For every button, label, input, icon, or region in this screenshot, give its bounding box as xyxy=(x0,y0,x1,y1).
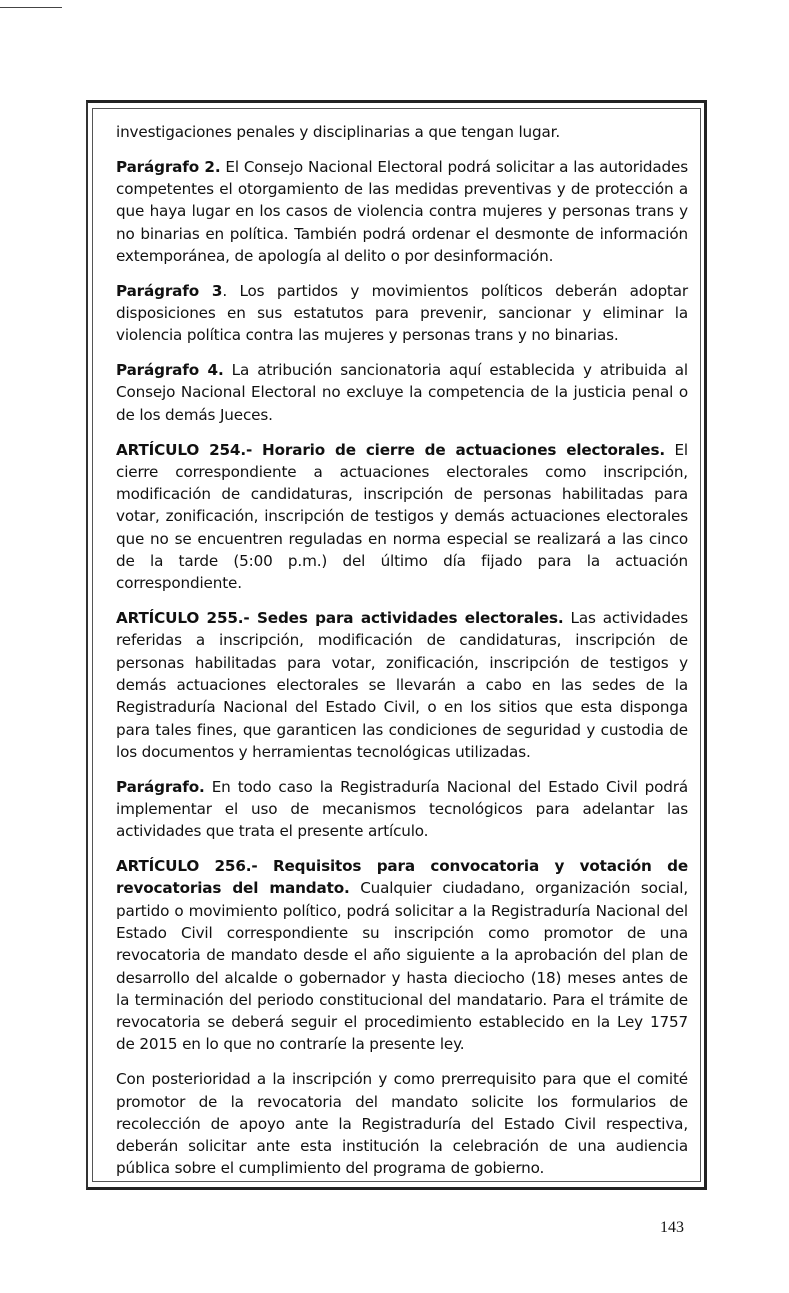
paragraph-continuation: investigaciones penales y disciplinarias a que tengan lugar. xyxy=(116,123,561,141)
page-number: 143 xyxy=(660,1219,684,1236)
paragraph-paragrafo-3: Parágrafo 3. Los partidos y movimientos políticos deberán adoptar disposiciones en sus estatutos para prevenir, sancionar y eliminar la violencia política contra las mujeres y personas trans y no binarias. xyxy=(116,281,688,345)
article-255: ARTÍCULO 255.- Sedes para actividades electorales. Las actividades referidas a inscripción, modificación de candidaturas, inscripción de personas habilitadas para votar, zonificación, inscripción de testigos y demás actuaciones electorales se llevarán a cabo en las sedes de la Registraduría Nacional del Estado Civil, o en los sitios que esta disponga para tales fines, que garanticen las condiciones de seguridad y custodia de los documentos y herramientas tecnológicas utilizadas. xyxy=(116,609,688,761)
paragraph-paragrafo-2: Parágrafo 2. El Consejo Nacional Electoral podrá solicitar a las autoridades competentes el otorgamiento de las medidas preventivas y de protección a que haya lugar en los casos de violencia contra mujeres y personas trans y no binarias en política. También podrá ordenar el desmonte de información extemporánea, de apología al delito o por desinformación. xyxy=(116,157,688,265)
paragraph-lead: Parágrafo 3 xyxy=(116,281,223,300)
paragraph-paragrafo-4: Parágrafo 4. La atribución sancionatoria aquí establecida y atribuida al Consejo Nacional Electoral no excluye la competencia de la justicia penal o de los demás Jueces. xyxy=(116,361,689,424)
article-heading: ARTÍCULO 256.- Requisitos para convocatoria y votación de revocatorias del mandato. xyxy=(116,857,688,898)
article-heading: ARTÍCULO 254.- Horario de cierre de actuaciones electorales. xyxy=(116,440,665,459)
paragraph-lead: Parágrafo. xyxy=(116,777,205,796)
paragraph-audiencia: Con posterioridad a la inscripción y como prerrequisito para que el comité promotor de la revocatoria del mandato solicite los formularios de recolección de apoyo ante la Registraduría del Estado Civil respectiva, deberán solicitar ante esta institución la celebración de una audiencia pública sobre el cumplimiento del programa de gobierno. xyxy=(116,1070,688,1178)
article-256: ARTÍCULO 256.- Requisitos para convocatoria y votación de revocatorias del mandato. Cualquier ciudadano, organización social, partido o movimiento político, podrá solicitar a la Registraduría Nacional del Estado Civil correspondiente su inscripción como promotor de una revocatoria de mandato desde el año siguiente a la aprobación del plan de desarrollo del alcalde o gobernador y hasta dieciocho (18) meses antes de la terminación del periodo constitucional del mandatario. Para el trámite de revocatoria se deberá seguir el procedimiento establecido en la Ley 1757 de 2015 en lo que no contraríe la presente ley. xyxy=(116,857,688,1054)
article-heading: ARTÍCULO 255.- Sedes para actividades electorales. xyxy=(116,609,564,628)
paragraph-lead: Parágrafo 2. xyxy=(116,157,221,176)
document-body xyxy=(116,121,688,1192)
article-254: ARTÍCULO 254.- Horario de cierre de actuaciones electorales. El cierre correspondiente a actuaciones electorales como inscripción, modificación de candidaturas, inscripción de personas habilitadas para votar, zonificación, inscripción de testigos y demás actuaciones electorales que no se encuentren reguladas en norma especial se realizará a las cinco de la tarde (5:00 p.m.) del último día fijado para la actuación correspondiente. xyxy=(116,440,688,593)
scan-edge-line xyxy=(0,7,62,8)
paragraph-paragrafo: Parágrafo. En todo caso la Registraduría Nacional del Estado Civil podrá implementar el uso de mecanismos tecnológicos para adelantar las actividades que trata el presente artículo. xyxy=(116,777,688,841)
paragraph-lead: Parágrafo 4. xyxy=(116,361,224,380)
